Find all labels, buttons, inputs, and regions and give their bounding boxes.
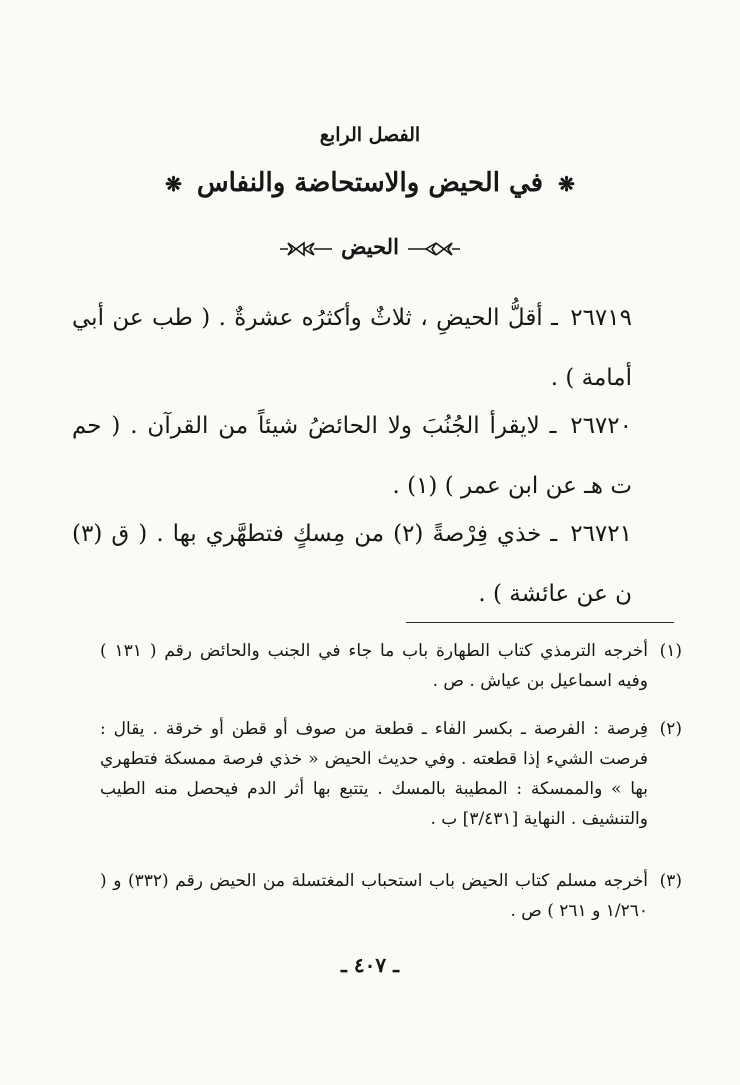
chapter-title: في الحيض والاستحاضة والنفاس [196, 168, 544, 198]
footnote-mark: (٢) [659, 719, 682, 739]
footnote-entry [100, 636, 682, 696]
footnote-text: أخرجه الترمذي كتاب الطهارة باب ما جاء في الجنب والحائض رقم ( ١٣١ ) وفيه اسماعيل بن عياش . ص . [100, 641, 648, 691]
flourish-left-icon [278, 240, 334, 258]
hadith-text: ـ أقلُّ الحيضِ ، ثلاثٌ وأكثرُه عشرةٌ . ( طب عن أبي أمامة ) . [72, 305, 632, 391]
hadith-entry [72, 396, 632, 516]
section-heading: الحيض [341, 234, 399, 259]
footnote-entry [100, 866, 682, 926]
footnote-divider [406, 622, 674, 623]
hadith-number: ٢٦٧٢١ [570, 521, 632, 547]
page-number: ـ ٤٠٧ ـ [341, 953, 399, 977]
ornament-open-icon: ❋ [558, 172, 575, 196]
ornament-close-icon: ❋ [165, 172, 182, 196]
footnote-mark: (١) [659, 641, 682, 661]
chapter-label: الفصل الرابع [319, 124, 421, 146]
flourish-right-icon [406, 240, 462, 258]
hadith-entry [72, 504, 632, 624]
section-heading-line [0, 234, 740, 259]
footnote-entry [100, 714, 682, 834]
hadith-entry [72, 288, 632, 408]
hadith-number: ٢٦٧١٩ [570, 305, 632, 331]
hadith-text: ـ خذي فِرْصةً (٢) من مِسكٍ فتطهَّري بها . ( ق (٣) ن عن عائشة ) . [72, 521, 632, 607]
footnote-text: أخرجه مسلم كتاب الحيض باب استحباب المغتسلة من الحيض رقم (٣٣٢) و ( ١/٢٦٠ و ٢٦١ ) ص . [100, 871, 648, 921]
footnote-mark: (٣) [659, 871, 682, 891]
footnote-text: فِرصة : الفرصة ـ بكسر الفاء ـ قطعة من صوف أو قطن أو خرقة . يقال : فرصت الشيء إذا قطعته . وفي حديث الحيض « خذي فرصة ممسكة فتطهري بها » والممسكة : المطيبة بالمسك . يتتبع بها أثر الدم فيحصل منه الطيب والتنشيف . النهاية [٣/٤٣١] ب . [100, 719, 648, 829]
hadith-number: ٢٦٧٢٠ [570, 413, 632, 439]
chapter-title-line [0, 168, 740, 198]
hadith-text: ـ لايقرأ الجُنُبَ ولا الحائضُ شيئاً من القرآن . ( حم ت هـ عن ابن عمر ) (١) . [72, 413, 632, 499]
